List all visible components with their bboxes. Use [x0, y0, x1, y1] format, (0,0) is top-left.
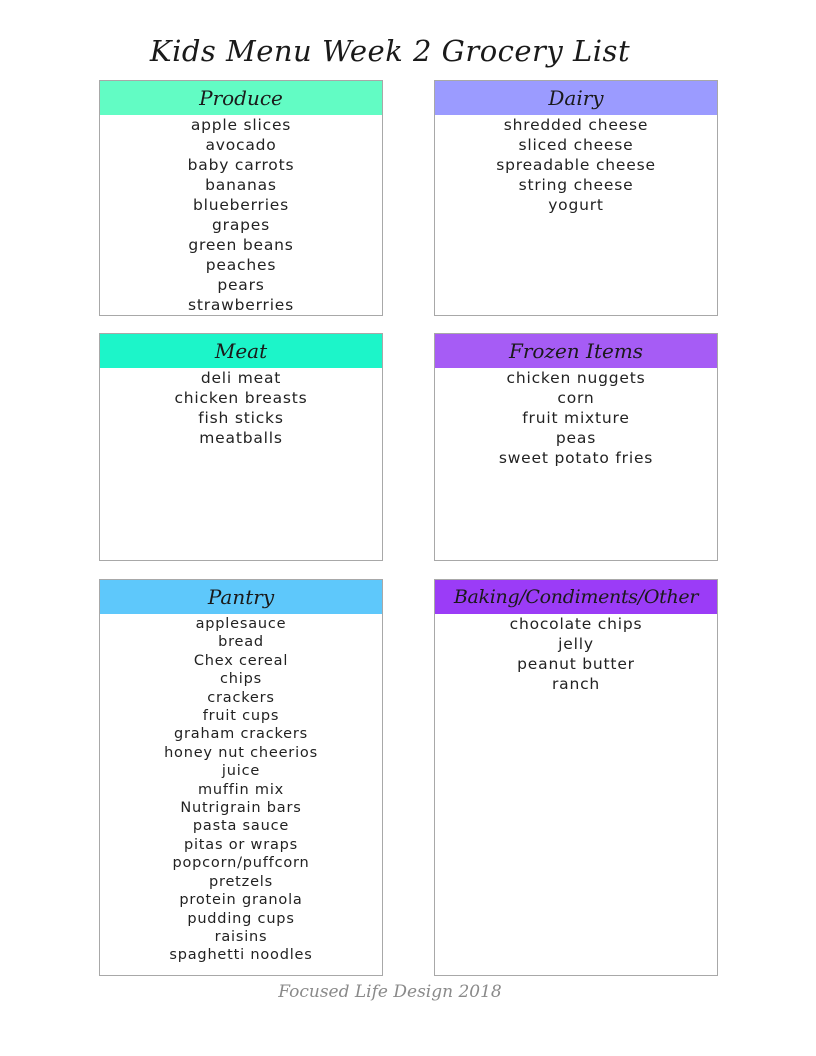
- produce-list: [100, 115, 382, 315]
- grocery-item: bananas: [205, 176, 277, 194]
- grocery-item: crackers: [207, 689, 275, 706]
- produce-heading: Produce: [100, 81, 382, 115]
- pantry-heading: Pantry: [100, 580, 382, 614]
- grocery-item: baby carrots: [187, 156, 295, 174]
- pantry-section: [99, 579, 383, 976]
- grocery-item: popcorn/puffcorn: [172, 855, 310, 872]
- dairy-section: [434, 80, 718, 316]
- grocery-item: protein granola: [179, 892, 303, 909]
- grocery-item: raisins: [214, 928, 268, 945]
- grocery-item: peas: [555, 429, 597, 447]
- grocery-item: string cheese: [518, 176, 634, 194]
- grocery-item: fruit mixture: [522, 409, 630, 427]
- page-title: Kids Menu Week 2 Grocery List: [149, 34, 631, 68]
- grocery-item: blueberries: [192, 196, 290, 214]
- baking-condiments-other-heading: Baking/Condiments/Other: [435, 580, 717, 614]
- grocery-item: Nutrigrain bars: [180, 800, 302, 817]
- grocery-item: chicken nuggets: [506, 369, 646, 387]
- grocery-item: jelly: [558, 635, 594, 653]
- grocery-item: avocado: [205, 136, 277, 154]
- grocery-item: spreadable cheese: [496, 156, 656, 174]
- dairy-list: [435, 115, 717, 215]
- meat-section: [99, 333, 383, 561]
- grocery-item: yogurt: [548, 196, 604, 214]
- grocery-item: grapes: [212, 216, 270, 234]
- grocery-item: ranch: [551, 675, 601, 693]
- grocery-item: green beans: [188, 236, 294, 254]
- grocery-item: pasta sauce: [192, 818, 290, 835]
- grocery-item: apple slices: [190, 116, 292, 134]
- dairy-heading: Dairy: [435, 81, 717, 115]
- meat-heading: Meat: [100, 334, 382, 368]
- pantry-list: [100, 614, 382, 965]
- grocery-item: strawberries: [187, 296, 295, 314]
- grocery-item: spaghetti noodles: [169, 947, 313, 964]
- grocery-item: meatballs: [199, 429, 283, 447]
- grocery-item: shredded cheese: [503, 116, 649, 134]
- grocery-item: Chex cereal: [193, 652, 289, 669]
- grocery-item: fish sticks: [198, 409, 284, 427]
- grocery-item: sliced cheese: [518, 136, 634, 154]
- grocery-item: pitas or wraps: [183, 836, 299, 853]
- grocery-item: chips: [220, 671, 262, 688]
- grocery-item: pretzels: [209, 873, 273, 890]
- grocery-item: pudding cups: [187, 910, 295, 927]
- meat-list: [100, 368, 382, 448]
- produce-section: [99, 80, 383, 316]
- frozen-items-section: [434, 333, 718, 561]
- grocery-item: juice: [221, 763, 261, 780]
- grocery-item: deli meat: [200, 369, 282, 387]
- grocery-item: muffin mix: [197, 781, 285, 798]
- baking-condiments-other-section: [434, 579, 718, 976]
- grocery-item: peaches: [205, 256, 277, 274]
- grocery-item: applesauce: [195, 616, 287, 632]
- grocery-item: chicken breasts: [174, 389, 308, 407]
- frozen-items-heading: Frozen Items: [435, 334, 717, 368]
- grocery-item: pears: [217, 276, 265, 294]
- grocery-item: chocolate chips: [509, 615, 643, 633]
- footer-credit: Focused Life Design 2018: [278, 982, 502, 1002]
- grocery-item: fruit cups: [202, 708, 280, 725]
- grocery-item: graham crackers: [174, 726, 308, 743]
- grocery-item: honey nut cheerios: [164, 744, 318, 761]
- frozen-items-list: [435, 368, 717, 468]
- grocery-item: corn: [557, 389, 595, 407]
- grocery-item: bread: [218, 634, 264, 651]
- grocery-item: peanut butter: [517, 655, 635, 673]
- baking-condiments-other-list: [435, 614, 717, 694]
- grocery-item: sweet potato fries: [498, 449, 654, 467]
